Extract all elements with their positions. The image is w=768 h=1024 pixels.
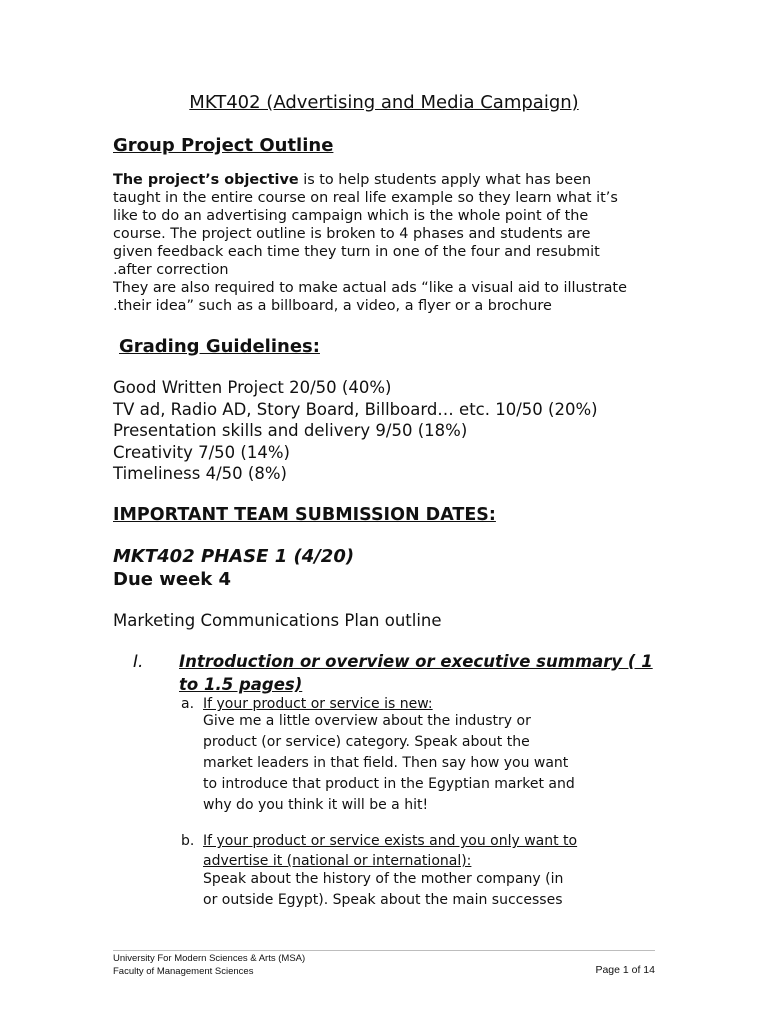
footer-university: University For Modern Sciences & Arts (MSA) — [113, 953, 306, 964]
plan-outline-title: Marketing Communications Plan outline — [113, 611, 442, 630]
objective-line: course. The project outline is broken to 4 phases and students are — [113, 226, 591, 242]
grading-item: Timeliness 4/50 (8%) — [113, 464, 287, 483]
phase-due: Due week 4 — [113, 569, 232, 590]
sub-line: why do you think it will be a hit! — [203, 797, 429, 813]
grading-item: Good Written Project 20/50 (40%) — [113, 378, 392, 397]
sub-heading: advertise it (national or international): — [203, 853, 472, 869]
sub-line: to introduce that product in the Egyptian market and — [203, 776, 575, 792]
objective-line: like to do an advertising campaign which is the whole point of the — [113, 208, 589, 224]
sub-letter: a. — [181, 696, 195, 712]
sub-line: Give me a little overview about the industry or — [203, 713, 531, 729]
objective-line — [113, 171, 591, 189]
objective-line: .after correction — [113, 262, 229, 278]
section-title: Introduction or overview or executive summary ( 1 — [179, 652, 653, 671]
phase-title: MKT402 PHASE 1 (4/20) — [113, 546, 355, 567]
sub-letter: b. — [181, 833, 195, 849]
grading-item: Creativity 7/50 (14%) — [113, 443, 290, 462]
grading-item: TV ad, Radio AD, Story Board, Billboard… etc. 10/50 (20%) — [113, 400, 598, 419]
section-title: to 1.5 pages) — [179, 675, 303, 694]
footer-faculty: Faculty of Management Sciences — [113, 966, 254, 977]
sub-line: product (or service) category. Speak about the — [203, 734, 530, 750]
grading-heading: Grading Guidelines: — [119, 336, 320, 357]
sub-heading: If your product or service exists and you only want to — [203, 833, 578, 849]
section-numeral: I. — [133, 652, 144, 672]
sub-line: or outside Egypt). Speak about the main successes — [203, 892, 563, 908]
outline-heading: Group Project Outline — [113, 135, 334, 156]
objective-lead: The project’s objective — [113, 172, 299, 188]
footer-divider — [113, 950, 655, 951]
sub-heading: If your product or service is new: — [203, 696, 433, 712]
page-number: Page 1 of 14 — [595, 964, 655, 976]
document-title: MKT402 (Advertising and Media Campaign) — [189, 92, 579, 113]
objective-line: taught in the entire course on real life example so they learn what it’s — [113, 190, 618, 206]
sub-line: market leaders in that field. Then say how you want — [203, 755, 569, 771]
objective-line: .their idea” such as a billboard, a video, a flyer or a brochure — [113, 298, 552, 314]
objective-line: given feedback each time they turn in one of the four and resubmit — [113, 244, 600, 260]
objective-line-rest: is to help students apply what has been — [298, 172, 592, 188]
grading-item: Presentation skills and delivery 9/50 (18%) — [113, 421, 468, 440]
objective-line: They are also required to make actual ads “like a visual aid to illustrate — [113, 280, 627, 296]
sub-line: Speak about the history of the mother company (in — [203, 871, 564, 887]
submission-dates-heading: IMPORTANT TEAM SUBMISSION DATES: — [113, 505, 496, 525]
